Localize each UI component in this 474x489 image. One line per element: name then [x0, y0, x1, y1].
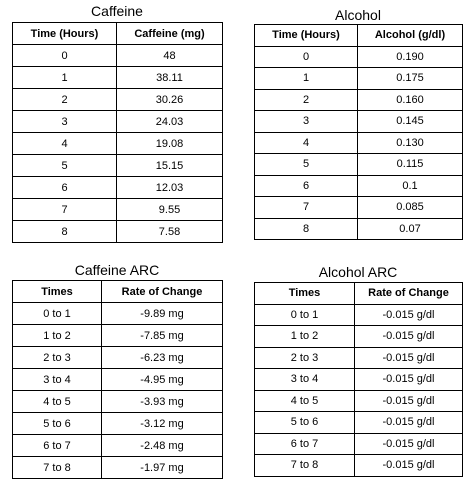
- caffeine-section: [12, 3, 222, 243]
- alcohol-table-title: Alcohol: [335, 7, 381, 23]
- column-header-alcohol: Alcohol (g/dl): [358, 25, 463, 47]
- table-row: [255, 304, 463, 326]
- table-cell-key: 7 to 8: [255, 455, 355, 477]
- table-row: [255, 369, 463, 391]
- table-cell-key: 6: [255, 175, 358, 197]
- table-row: [13, 413, 223, 435]
- column-header-caffeine: Caffeine (mg): [117, 23, 223, 45]
- table-row: [255, 132, 463, 154]
- table-row: [255, 154, 463, 176]
- table-cell-key: 5: [255, 154, 358, 176]
- column-header-time: Time (Hours): [13, 23, 117, 45]
- table-cell-value: -0.015 g/dl: [355, 433, 463, 455]
- table-row: [255, 412, 463, 434]
- table-cell-key: 1 to 2: [255, 326, 355, 348]
- table-row: [13, 435, 223, 457]
- table-row: [255, 390, 463, 412]
- table-header-row: [255, 283, 463, 305]
- table-cell-value: 30.26: [117, 89, 223, 111]
- table-cell-value: -0.015 g/dl: [355, 455, 463, 477]
- table-cell-key: 5: [13, 155, 117, 177]
- table-cell-value: 19.08: [117, 133, 223, 155]
- table-cell-key: 0: [13, 45, 117, 67]
- table-cell-key: 5 to 6: [13, 413, 102, 435]
- table-cell-key: 6: [13, 177, 117, 199]
- table-cell-value: -4.95 mg: [102, 369, 223, 391]
- caffeine-table-body: [13, 45, 223, 243]
- table-cell-value: 0.175: [358, 68, 463, 90]
- table-cell-key: 6 to 7: [13, 435, 102, 457]
- column-header-rate-of-change: Rate of Change: [355, 283, 463, 305]
- table-cell-key: 8: [255, 218, 358, 240]
- table-row: [255, 326, 463, 348]
- table-cell-value: -6.23 mg: [102, 347, 223, 369]
- table-row: [13, 221, 223, 243]
- table-row: [13, 45, 223, 67]
- alcohol-arc-section: [254, 264, 462, 484]
- table-cell-value: -0.015 g/dl: [355, 412, 463, 434]
- table-cell-key: 4: [255, 132, 358, 154]
- table-header-row: [255, 25, 463, 47]
- table-cell-value: 38.11: [117, 67, 223, 89]
- table-header-row: [13, 281, 223, 303]
- table-cell-key: 3 to 4: [13, 369, 102, 391]
- table-cell-key: 3: [255, 111, 358, 133]
- table-cell-key: 1: [13, 67, 117, 89]
- alcohol-table: [254, 24, 463, 240]
- column-header-times: Times: [255, 283, 355, 305]
- table-cell-value: -7.85 mg: [102, 325, 223, 347]
- table-cell-value: -0.015 g/dl: [355, 347, 463, 369]
- table-cell-value: -0.015 g/dl: [355, 369, 463, 391]
- table-cell-key: 0: [255, 46, 358, 68]
- table-cell-key: 2: [13, 89, 117, 111]
- table-row: [13, 111, 223, 133]
- table-cell-value: 0.1: [358, 175, 463, 197]
- table-cell-value: -0.015 g/dl: [355, 304, 463, 326]
- table-row: [255, 68, 463, 90]
- table-row: [13, 177, 223, 199]
- table-row: [255, 89, 463, 111]
- table-row: [13, 133, 223, 155]
- table-cell-key: 4 to 5: [255, 390, 355, 412]
- table-cell-key: 1 to 2: [13, 325, 102, 347]
- table-row: [13, 457, 223, 479]
- table-row: [255, 347, 463, 369]
- table-row: [255, 46, 463, 68]
- table-cell-key: 0 to 1: [255, 304, 355, 326]
- table-row: [13, 391, 223, 413]
- table-row: [255, 175, 463, 197]
- table-cell-value: 0.07: [358, 218, 463, 240]
- table-cell-value: 48: [117, 45, 223, 67]
- table-row: [255, 111, 463, 133]
- table-cell-key: 4: [13, 133, 117, 155]
- alcohol-arc-table-body: [255, 304, 463, 476]
- table-cell-value: 0.130: [358, 132, 463, 154]
- table-cell-value: 0.085: [358, 197, 463, 219]
- table-cell-key: 8: [13, 221, 117, 243]
- table-row: [13, 67, 223, 89]
- alcohol-table-body: [255, 46, 463, 240]
- table-cell-value: -3.12 mg: [102, 413, 223, 435]
- caffeine-arc-table-title: Caffeine ARC: [74, 262, 160, 278]
- table-row: [255, 455, 463, 477]
- table-cell-value: -3.93 mg: [102, 391, 223, 413]
- table-cell-value: -2.48 mg: [102, 435, 223, 457]
- table-cell-key: 2: [255, 89, 358, 111]
- table-cell-key: 7: [255, 197, 358, 219]
- column-header-rate-of-change: Rate of Change: [102, 281, 223, 303]
- table-cell-value: 0.190: [358, 46, 463, 68]
- table-cell-value: 24.03: [117, 111, 223, 133]
- alcohol-arc-table-title: Alcohol ARC: [318, 264, 398, 280]
- table-row: [13, 155, 223, 177]
- table-cell-value: 0.115: [358, 154, 463, 176]
- table-row: [255, 218, 463, 240]
- table-row: [255, 197, 463, 219]
- table-cell-value: 12.03: [117, 177, 223, 199]
- table-cell-key: 3 to 4: [255, 369, 355, 391]
- table-cell-value: -0.015 g/dl: [355, 326, 463, 348]
- table-cell-value: -1.97 mg: [102, 457, 223, 479]
- column-header-times: Times: [13, 281, 102, 303]
- table-cell-key: 7: [13, 199, 117, 221]
- table-cell-key: 2 to 3: [255, 347, 355, 369]
- table-row: [13, 89, 223, 111]
- caffeine-table: [12, 22, 223, 243]
- caffeine-arc-table: [12, 280, 223, 479]
- caffeine-arc-section: [12, 262, 222, 484]
- table-row: [13, 199, 223, 221]
- table-cell-key: 6 to 7: [255, 433, 355, 455]
- table-cell-key: 3: [13, 111, 117, 133]
- table-row: [13, 325, 223, 347]
- column-header-time: Time (Hours): [255, 25, 358, 47]
- alcohol-section: [254, 7, 462, 243]
- table-cell-key: 4 to 5: [13, 391, 102, 413]
- table-cell-key: 0 to 1: [13, 303, 102, 325]
- table-cell-value: 9.55: [117, 199, 223, 221]
- alcohol-arc-table: [254, 282, 463, 477]
- table-cell-value: -9.89 mg: [102, 303, 223, 325]
- table-row: [255, 433, 463, 455]
- table-cell-key: 2 to 3: [13, 347, 102, 369]
- table-cell-value: 15.15: [117, 155, 223, 177]
- caffeine-arc-table-body: [13, 303, 223, 479]
- table-row: [13, 369, 223, 391]
- table-cell-value: -0.015 g/dl: [355, 390, 463, 412]
- table-cell-key: 1: [255, 68, 358, 90]
- caffeine-table-title: Caffeine: [91, 3, 143, 19]
- table-header-row: [13, 23, 223, 45]
- table-cell-key: 5 to 6: [255, 412, 355, 434]
- table-row: [13, 303, 223, 325]
- table-cell-value: 0.160: [358, 89, 463, 111]
- table-cell-key: 7 to 8: [13, 457, 102, 479]
- table-cell-value: 0.145: [358, 111, 463, 133]
- table-cell-value: 7.58: [117, 221, 223, 243]
- table-row: [13, 347, 223, 369]
